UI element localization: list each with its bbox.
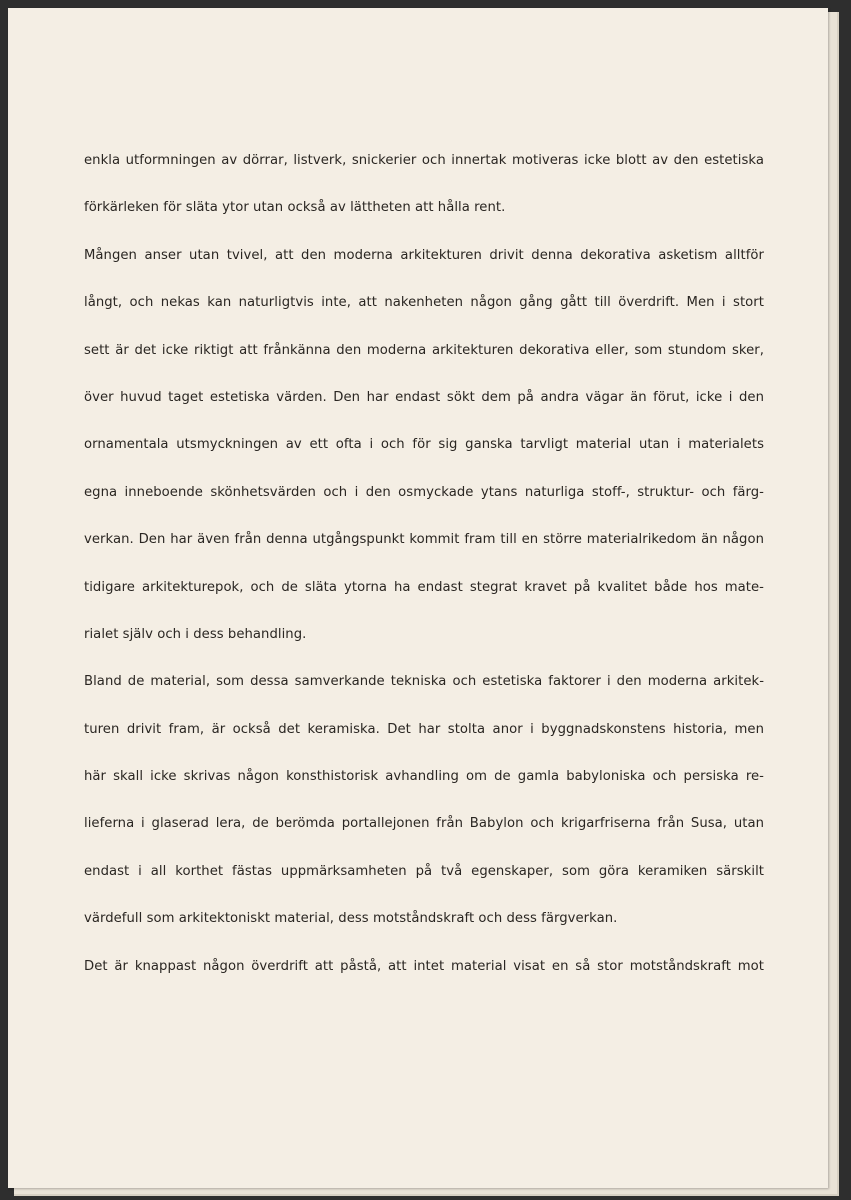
text-line: endast i all korthet fästas uppmärksamheten på två egenskaper, som göra keramiken särskilt xyxy=(84,863,764,879)
text-line: här skall icke skrivas någon konsthistorisk avhandling om de gamla babyloniska och persiska re- xyxy=(84,769,764,785)
text-line: verkan. Den har även från denna utgångspunkt kommit fram till en större materialrikedom än någon xyxy=(84,532,764,548)
text-line: enkla utformningen av dörrar, listverk, snickerier och innertak motiveras icke blott av den estetiska xyxy=(84,153,764,168)
text-line: rialet själv och i dess behandling. xyxy=(84,626,307,642)
body-text xyxy=(84,146,764,999)
text-line: sett är det icke riktigt att frånkänna den moderna arkitekturen dekorativa eller, som stundom sker, xyxy=(84,342,764,358)
text-line: Det är knappast någon överdrift att påstå, att intet material visat en så stor motståndskraft mot xyxy=(84,958,764,974)
text-line: Bland de material, som dessa samverkande tekniska och estetiska faktorer i den moderna arkitek- xyxy=(84,674,764,690)
text-line: ornamentala utsmyckningen av ett ofta i och för sig ganska tarvligt material utan i materialets xyxy=(84,437,764,453)
text-line: förkärleken för släta ytor utan också av lättheten att hålla rent. xyxy=(84,200,506,216)
text-line: tidigare arkitekturepok, och de släta ytorna ha endast stegrat kravet på kvalitet både hos mate- xyxy=(84,579,764,595)
text-line: lieferna i glaserad lera, de berömda portallejonen från Babylon och krigarfriserna från Susa, utan xyxy=(84,816,764,832)
text-line: värdefull som arkitektoniskt material, dess motståndskraft och dess färgverkan. xyxy=(84,911,618,927)
text-line: Mången anser utan tvivel, att den moderna arkitekturen drivit denna dekorativa asketism alltför xyxy=(84,247,764,263)
text-line: turen drivit fram, är också det keramiska. Det har stolta anor i byggnadskonstens historia, men xyxy=(84,721,764,737)
text-line: över huvud taget estetiska värden. Den har endast sökt dem på andra vägar än förut, icke i den xyxy=(84,389,764,405)
document-page xyxy=(8,8,828,1188)
text-line: egna inneboende skönhetsvärden och i den osmyckade ytans naturliga stoff-, struktur- och färg- xyxy=(84,484,764,500)
text-line: långt, och nekas kan naturligtvis inte, att nakenheten någon gång gått till överdrift. Men i stort xyxy=(84,295,764,311)
